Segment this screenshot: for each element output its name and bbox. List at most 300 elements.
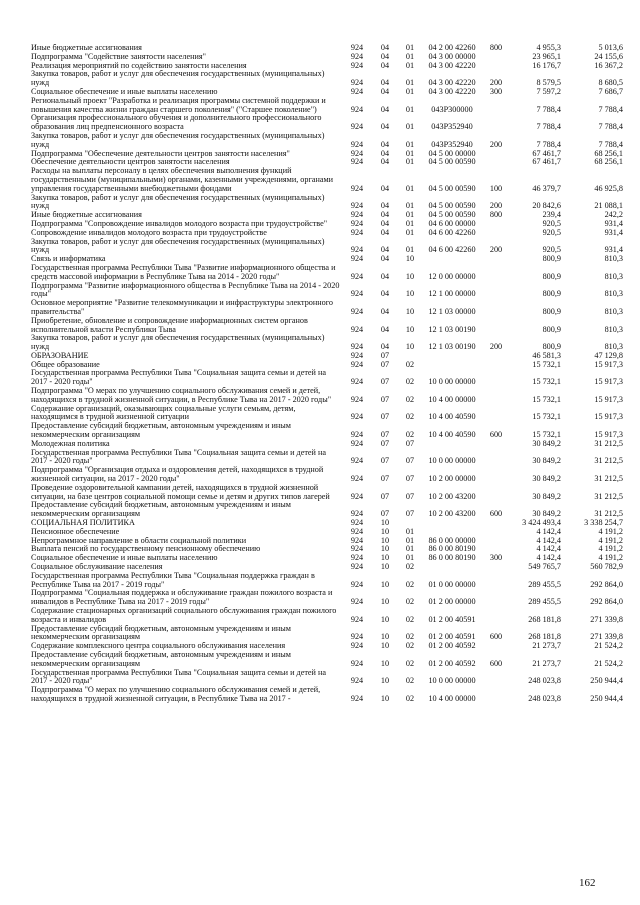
row-expense-type <box>483 264 509 282</box>
row-subsection-code: 10 <box>405 342 415 352</box>
row-subsection-code: 02 <box>405 614 415 624</box>
row-section-code: 10 <box>380 693 390 703</box>
row-section-code: 10 <box>380 658 390 668</box>
row-section-code: 04 <box>380 44 390 52</box>
row-amount-year1: 16 176,7 <box>532 61 561 70</box>
row-target-article: 86 0 00 80190 <box>428 545 476 554</box>
row-name: Государственная программа Республики Тыва "Социальная защита семьи и детей на 2017 - 2020 годы" <box>31 448 326 466</box>
row-expense-type <box>483 669 509 687</box>
row-target-article: 043P300000 <box>431 104 473 114</box>
row-amount-year2: 5 013,6 <box>598 44 623 52</box>
row-subsection-code: 02 <box>405 642 415 651</box>
row-subsection-code: 02 <box>405 693 415 703</box>
row-section-code: 04 <box>380 245 390 255</box>
row-name: Предоставление субсидий бюджетным, автономным учреждениям и иным некоммерческим организациям <box>31 422 291 440</box>
row-name: Предоставление субсидий бюджетным, автономным учреждениям и иным некоммерческим организациям <box>31 501 291 519</box>
row-amount-year2: 810,3 <box>604 255 623 264</box>
row-amount-year1: 30 849,2 <box>532 509 561 519</box>
row-subsection-code: 01 <box>405 536 415 545</box>
table-row <box>31 167 623 193</box>
row-department-code: 924 <box>350 271 364 281</box>
row-amount-year1: 920,5 <box>542 228 561 237</box>
row-target-article: 04 6 00 42260 <box>428 245 476 255</box>
row-expense-type <box>483 440 509 449</box>
row-section-code: 10 <box>380 545 390 554</box>
table-row <box>31 387 623 405</box>
row-expense-type <box>483 537 509 546</box>
row-subsection-code: 01 <box>405 61 415 70</box>
row-department-code: 924 <box>350 474 364 484</box>
row-name: Закупка товаров, работ и услуг для обеспечения государственных (муниципальных) нужд <box>31 237 325 255</box>
row-amount-year2: 271 339,8 <box>590 614 623 624</box>
row-name: Выплата пенсий по государственному пенсионному обеспечению <box>31 545 261 554</box>
row-expense-type: 200 <box>489 201 503 211</box>
row-target-article: 10 4 00 40590 <box>428 430 476 440</box>
row-department-code: 924 <box>350 211 364 220</box>
row-target-article: 01 2 00 00000 <box>428 597 476 607</box>
row-subsection-code: 01 <box>405 104 415 114</box>
row-amount-year2: 810,3 <box>604 324 623 334</box>
row-amount-year2: 31 212,5 <box>594 509 623 519</box>
table-row <box>31 88 623 97</box>
row-name: ОБРАЗОВАНИЕ <box>31 351 89 360</box>
table-row <box>31 53 623 62</box>
row-expense-type: 800 <box>489 211 503 220</box>
row-name: Иные бюджетные ассигнования <box>31 44 142 52</box>
row-amount-year1: 268 181,8 <box>528 632 561 642</box>
row-department-code: 924 <box>350 122 364 132</box>
row-target-article: 04 3 00 42220 <box>428 61 476 70</box>
table-row <box>31 220 623 229</box>
row-amount-year2: 15 917,3 <box>594 430 623 440</box>
row-amount-year2: 24 155,6 <box>594 52 623 61</box>
row-expense-type: 600 <box>489 430 503 440</box>
row-target-article: 04 3 00 42220 <box>428 87 476 96</box>
row-subsection-code: 10 <box>405 271 415 281</box>
table-row <box>31 519 623 528</box>
table-row <box>31 607 623 625</box>
row-section-code: 04 <box>380 139 390 149</box>
row-amount-year2: 3 338 254,7 <box>584 519 623 528</box>
row-expense-type <box>483 114 509 132</box>
table-row <box>31 194 623 212</box>
row-subsection-code: 01 <box>405 149 415 158</box>
row-amount-year2: 15 917,3 <box>594 394 623 404</box>
row-department-code: 924 <box>350 360 364 369</box>
row-department-code: 924 <box>350 183 364 193</box>
row-amount-year2: 242,2 <box>604 211 623 220</box>
row-expense-type: 200 <box>489 245 503 255</box>
row-expense-type: 100 <box>489 183 503 193</box>
row-name: Пенсионное обеспечение <box>31 527 120 536</box>
row-department-code: 924 <box>350 394 364 404</box>
row-section-code: 04 <box>380 201 390 211</box>
row-name: Проведение оздоровительной кампании детей, находящихся в трудной жизненной ситуации, на базе центров социальной помощи семье и детям и других типов лагерей <box>31 483 330 501</box>
row-section-code: 04 <box>380 271 390 281</box>
table-row <box>31 669 623 687</box>
row-amount-year2: 47 129,8 <box>594 351 623 360</box>
row-amount-year1: 30 849,2 <box>532 439 561 448</box>
row-subsection-code: 02 <box>405 394 415 404</box>
row-department-code: 924 <box>350 158 364 167</box>
row-expense-type <box>483 572 509 590</box>
row-amount-year1: 7 788,4 <box>536 139 561 149</box>
table-row <box>31 238 623 256</box>
row-subsection-code: 01 <box>405 44 415 52</box>
row-subsection-code: 10 <box>405 289 415 299</box>
row-department-code: 924 <box>350 228 364 237</box>
row-amount-year1: 248 023,8 <box>528 693 561 703</box>
row-amount-year2: 271 339,8 <box>590 632 623 642</box>
row-department-code: 924 <box>350 614 364 624</box>
row-name: Закупка товаров, работ и услуг для обеспечения государственных (муниципальных) нужд <box>31 70 325 88</box>
table-row <box>31 62 623 71</box>
row-expense-type <box>483 484 509 502</box>
table-row <box>31 334 623 352</box>
row-expense-type <box>483 97 509 115</box>
row-target-article: 01 2 00 40591 <box>428 614 476 624</box>
row-target-article: 043P352940 <box>431 139 473 149</box>
row-target-article: 10 4 00 00000 <box>428 394 476 404</box>
row-subsection-code: 07 <box>405 491 415 501</box>
table-row <box>31 440 623 449</box>
table-row <box>31 554 623 563</box>
row-name: Организация профессионального обучения и дополнительного профессионального образования лиц предпенсионного возраста <box>31 114 322 132</box>
row-section-code: 04 <box>380 228 390 237</box>
row-subsection-code: 01 <box>405 78 415 88</box>
row-name: Закупка товаров, работ и услуг для обеспечения государственных (муниципальных) нужд <box>31 193 325 211</box>
table-row <box>31 369 623 387</box>
row-target-article <box>421 528 483 537</box>
row-section-code: 04 <box>380 52 390 61</box>
row-amount-year1: 21 273,7 <box>532 658 561 668</box>
row-expense-type: 600 <box>489 658 503 668</box>
row-name: Реализация мероприятий по содействию занятости населения <box>31 61 247 70</box>
row-amount-year2: 810,3 <box>604 306 623 316</box>
row-target-article: 04 2 00 42260 <box>428 44 476 52</box>
row-expense-type <box>483 369 509 387</box>
row-amount-year1: 15 732,1 <box>532 377 561 387</box>
row-name: Расходы на выплаты персоналу в целях обеспечения выполнения функций государственными (муниципальными) органами, казенными учреждениями, органами управления государственными внебюджетными фондами <box>31 167 334 193</box>
row-department-code: 924 <box>350 342 364 352</box>
row-subsection-code: 02 <box>405 676 415 686</box>
table-row <box>31 114 623 132</box>
row-section-code: 10 <box>380 642 390 651</box>
row-target-article: 04 3 00 00000 <box>428 52 476 61</box>
row-department-code: 924 <box>350 491 364 501</box>
row-subsection-code: 01 <box>405 52 415 61</box>
row-subsection-code: 07 <box>405 439 415 448</box>
row-amount-year1: 46 581,3 <box>532 351 561 360</box>
table-row <box>31 625 623 643</box>
row-amount-year2: 7 788,4 <box>598 104 623 114</box>
row-subsection-code: 02 <box>405 632 415 642</box>
row-department-code: 924 <box>350 554 364 563</box>
row-name: Подпрограмма "Организация отдыха и оздоровления детей, находящихся в трудной жизненной ситуации, на 2017 - 2020 годы" <box>31 466 324 484</box>
row-amount-year1: 920,5 <box>542 219 561 228</box>
row-target-article: 01 2 00 40591 <box>428 632 476 642</box>
table-row <box>31 211 623 220</box>
row-amount-year2: 31 212,5 <box>594 491 623 501</box>
row-amount-year1: 800,9 <box>542 306 561 316</box>
row-target-article: 04 6 00 00000 <box>428 219 476 228</box>
row-department-code: 924 <box>350 536 364 545</box>
row-amount-year1: 67 461,7 <box>532 158 561 167</box>
row-department-code: 924 <box>350 219 364 228</box>
row-section-code: 07 <box>380 509 390 519</box>
row-name: Государственная программа Республики Тыва "Социальная поддержка граждан в Республике Тыва на 2017 - 2019 годы" <box>31 571 315 589</box>
row-expense-type: 300 <box>489 554 503 563</box>
row-department-code: 924 <box>350 201 364 211</box>
row-expense-type <box>483 317 509 335</box>
row-section-code: 04 <box>380 61 390 70</box>
row-expense-type <box>483 405 509 423</box>
row-name: Государственная программа Республики Тыва "Социальная защита семьи и детей на 2017 - 2020 годы" <box>31 668 326 686</box>
row-name: Предоставление субсидий бюджетным, автономным учреждениям и иным некоммерческим организациям <box>31 650 291 668</box>
row-amount-year2: 21 524,2 <box>594 658 623 668</box>
row-amount-year2: 810,3 <box>604 289 623 299</box>
row-amount-year1: 20 842,6 <box>532 201 561 211</box>
row-expense-type: 200 <box>489 342 503 352</box>
row-expense-type: 200 <box>489 78 503 88</box>
row-expense-type <box>483 563 509 572</box>
row-name: Подпрограмма "Развитие информационного общества в Республике Тыва на 2014 - 2020 годы" <box>31 281 340 299</box>
table-row <box>31 158 623 167</box>
row-target-article <box>421 563 483 572</box>
row-section-code: 10 <box>380 554 390 563</box>
row-department-code: 924 <box>350 306 364 316</box>
table-row <box>31 537 623 546</box>
row-target-article: 12 0 00 00000 <box>428 271 476 281</box>
row-subsection-code: 01 <box>405 527 415 536</box>
row-section-code: 10 <box>380 519 390 528</box>
row-name: Государственная программа Республики Тыва "Развитие информационного общества и средств массовой информации в Республике Тыва на 2014 - 2020 годы" <box>31 263 336 281</box>
row-name: Содержание комплексного центра социального обслуживания населения <box>31 642 286 651</box>
row-expense-type <box>483 299 509 317</box>
row-name: Социальное обслуживание населения <box>31 563 163 572</box>
row-subsection-code: 07 <box>405 509 415 519</box>
row-amount-year1: 7 597,2 <box>536 87 561 96</box>
row-amount-year2: 15 917,3 <box>594 360 623 369</box>
row-expense-type <box>483 449 509 467</box>
row-section-code: 04 <box>380 255 390 264</box>
row-target-article: 86 0 00 80190 <box>428 554 476 563</box>
row-subsection-code <box>399 352 421 361</box>
row-department-code: 924 <box>350 61 364 70</box>
row-amount-year1: 30 849,2 <box>532 474 561 484</box>
row-amount-year2: 4 191,2 <box>598 554 623 563</box>
row-target-article: 04 6 00 42260 <box>428 228 476 237</box>
row-amount-year2: 7 788,4 <box>598 139 623 149</box>
row-target-article: 10 2 00 43200 <box>428 491 476 501</box>
row-department-code: 924 <box>350 149 364 158</box>
row-name: Закупка товаров, работ и услуг для обеспечения государственных (муниципальных) нужд <box>31 334 325 352</box>
row-section-code: 04 <box>380 342 390 352</box>
row-subsection-code: 01 <box>405 158 415 167</box>
row-amount-year2: 68 256,1 <box>594 149 623 158</box>
row-section-code: 07 <box>380 394 390 404</box>
row-amount-year2: 15 917,3 <box>594 377 623 387</box>
row-target-article: 12 1 03 00190 <box>428 342 476 352</box>
row-department-code: 924 <box>350 563 364 572</box>
row-department-code: 924 <box>350 439 364 448</box>
row-amount-year1: 8 579,5 <box>536 78 561 88</box>
row-subsection-code: 02 <box>405 430 415 440</box>
row-amount-year1: 239,4 <box>542 211 561 220</box>
row-target-article: 04 3 00 42220 <box>428 78 476 88</box>
table-row <box>31 501 623 519</box>
row-expense-type <box>483 158 509 167</box>
row-name: Сопровождение инвалидов молодого возраста при трудоустройстве <box>31 228 267 237</box>
row-amount-year2: 292 864,0 <box>590 579 623 589</box>
row-section-code: 07 <box>380 456 390 466</box>
row-name: СОЦИАЛЬНАЯ ПОЛИТИКА <box>31 519 135 528</box>
row-name: Приобретение, обновление и сопровождение информационных систем органов исполнительной власти Республики Тыва <box>31 316 308 334</box>
row-subsection-code: 01 <box>405 219 415 228</box>
row-target-article: 10 0 00 00000 <box>428 676 476 686</box>
row-amount-year1: 800,9 <box>542 289 561 299</box>
row-section-code: 10 <box>380 527 390 536</box>
table-row <box>31 449 623 467</box>
row-target-article <box>421 352 483 361</box>
row-target-article <box>421 361 483 370</box>
row-amount-year1: 800,9 <box>542 324 561 334</box>
row-amount-year1: 4 142,4 <box>536 545 561 554</box>
row-name: Основное мероприятие "Развитие телекоммуникации и инфраструктуры электронного правительства" <box>31 299 334 316</box>
row-name: Содержание организаций, оказывающих социальные услуги семьям, детям, находящимся в трудной жизненной ситуации <box>31 404 296 422</box>
row-amount-year2: 21 524,2 <box>594 642 623 651</box>
row-name: Подпрограмма "Социальная поддержка и обслуживание граждан пожилого возраста и инвалидов в Республике Тыва на 2017 - 2019 годы" <box>31 589 333 607</box>
row-target-article <box>421 440 483 449</box>
row-subsection-code: 10 <box>405 324 415 334</box>
row-amount-year1: 7 788,4 <box>536 122 561 132</box>
row-amount-year1: 4 142,4 <box>536 536 561 545</box>
row-amount-year1: 67 461,7 <box>532 149 561 158</box>
row-amount-year1: 920,5 <box>542 245 561 255</box>
row-amount-year1: 800,9 <box>542 342 561 352</box>
row-subsection-code: 02 <box>405 360 415 369</box>
row-subsection-code: 01 <box>405 545 415 554</box>
row-amount-year2: 21 088,1 <box>594 201 623 211</box>
row-amount-year1: 15 732,1 <box>532 394 561 404</box>
row-department-code: 924 <box>350 351 364 360</box>
row-target-article: 10 2 00 00000 <box>428 474 476 484</box>
row-name: Социальное обеспечение и иные выплаты населению <box>31 554 218 563</box>
row-department-code: 924 <box>350 527 364 536</box>
row-amount-year2: 8 680,5 <box>598 78 623 88</box>
row-amount-year1: 268 181,8 <box>528 614 561 624</box>
row-expense-type <box>483 229 509 238</box>
row-name: Молодежная политика <box>31 439 110 448</box>
budget-document <box>31 44 623 704</box>
row-name: Подпрограмма "Сопровождение инвалидов молодого возраста при трудоустройстве" <box>31 219 328 228</box>
row-subsection-code: 02 <box>405 658 415 668</box>
table-row <box>31 422 623 440</box>
table-row <box>31 317 623 335</box>
row-amount-year1: 30 849,2 <box>532 491 561 501</box>
table-row <box>31 563 623 572</box>
row-expense-type <box>483 361 509 370</box>
row-amount-year1: 23 965,1 <box>532 52 561 61</box>
table-row <box>31 44 623 53</box>
row-department-code: 924 <box>350 579 364 589</box>
table-row <box>31 686 623 704</box>
row-name: Закупка товаров, работ и услуг для обеспечения государственных (муниципальных) нужд <box>31 131 325 149</box>
row-expense-type <box>483 387 509 405</box>
row-subsection-code: 07 <box>405 456 415 466</box>
row-amount-year1: 4 142,4 <box>536 527 561 536</box>
row-expense-type: 600 <box>489 632 503 642</box>
row-name: Общее образование <box>31 360 100 369</box>
row-department-code: 924 <box>350 642 364 651</box>
row-section-code: 04 <box>380 289 390 299</box>
row-amount-year1: 800,9 <box>542 255 561 264</box>
row-name: Содержание стационарных организаций социального обслуживания граждан пожилого возраста и инвалидов <box>31 607 337 624</box>
row-section-code: 04 <box>380 324 390 334</box>
row-department-code: 924 <box>350 509 364 519</box>
row-target-article: 10 4 00 00000 <box>428 693 476 703</box>
row-target-article: 01 2 00 40592 <box>428 642 476 651</box>
table-row <box>31 572 623 590</box>
table-row <box>31 97 623 115</box>
row-amount-year2: 4 191,2 <box>598 536 623 545</box>
row-subsection-code: 01 <box>405 122 415 132</box>
table-row <box>31 70 623 88</box>
row-amount-year1: 289 455,5 <box>528 597 561 607</box>
row-name: Обеспечение деятельности центров занятости населения <box>31 158 230 167</box>
budget-table-body <box>31 44 623 704</box>
row-amount-year2: 16 367,2 <box>594 61 623 70</box>
row-amount-year2: 4 191,2 <box>598 545 623 554</box>
table-row <box>31 484 623 502</box>
row-department-code: 924 <box>350 87 364 96</box>
page-number: 162 <box>579 877 596 889</box>
row-section-code: 10 <box>380 563 390 572</box>
row-section-code: 10 <box>380 536 390 545</box>
row-expense-type <box>483 686 509 704</box>
row-target-article: 12 1 00 00000 <box>428 289 476 299</box>
row-name: Государственная программа Республики Тыва "Социальная защита семьи и детей на 2017 - 2020 годы" <box>31 369 326 387</box>
row-department-code: 924 <box>350 430 364 440</box>
row-section-code: 04 <box>380 87 390 96</box>
row-department-code: 924 <box>350 139 364 149</box>
row-subsection-code: 01 <box>405 201 415 211</box>
row-department-code: 924 <box>350 676 364 686</box>
row-name: Подпрограмма "Содействие занятости населения" <box>31 52 206 61</box>
row-name: Подпрограмма "О мерах по улучшению социального обслуживания семей и детей, находящихся в трудной жизненной ситуации, в Республике Тыва на 2017 - <box>31 686 321 703</box>
table-row <box>31 589 623 607</box>
table-row <box>31 264 623 282</box>
row-section-code: 04 <box>380 306 390 316</box>
row-name: Социальное обеспечение и иные выплаты населению <box>31 87 218 96</box>
row-section-code: 07 <box>380 474 390 484</box>
row-amount-year1: 46 379,7 <box>532 183 561 193</box>
row-name: Непрограммное направление в области социальной политики <box>31 536 247 545</box>
row-amount-year1: 4 955,3 <box>536 44 561 52</box>
row-department-code: 924 <box>350 78 364 88</box>
row-name: Подпрограмма "О мерах по улучшению социального обслуживания семей и детей, находящихся в трудной жизненной ситуации, в Республике Тыва на 2017 - 2020 годы" <box>31 387 332 404</box>
budget-table <box>31 44 623 704</box>
row-amount-year2: 31 212,5 <box>594 456 623 466</box>
row-subsection-code: 02 <box>405 597 415 607</box>
row-section-code: 07 <box>380 430 390 440</box>
row-expense-type <box>483 53 509 62</box>
row-name: Региональный проект "Разработка и реализация программы системной поддержки и повышения качества жизни граждан старшего поколения" ("Старшее поколение") <box>31 96 326 114</box>
row-target-article: 86 0 00 00000 <box>428 536 476 545</box>
row-target-article: 12 1 03 00000 <box>428 306 476 316</box>
row-amount-year2: 810,3 <box>604 342 623 352</box>
row-section-code: 07 <box>380 360 390 369</box>
